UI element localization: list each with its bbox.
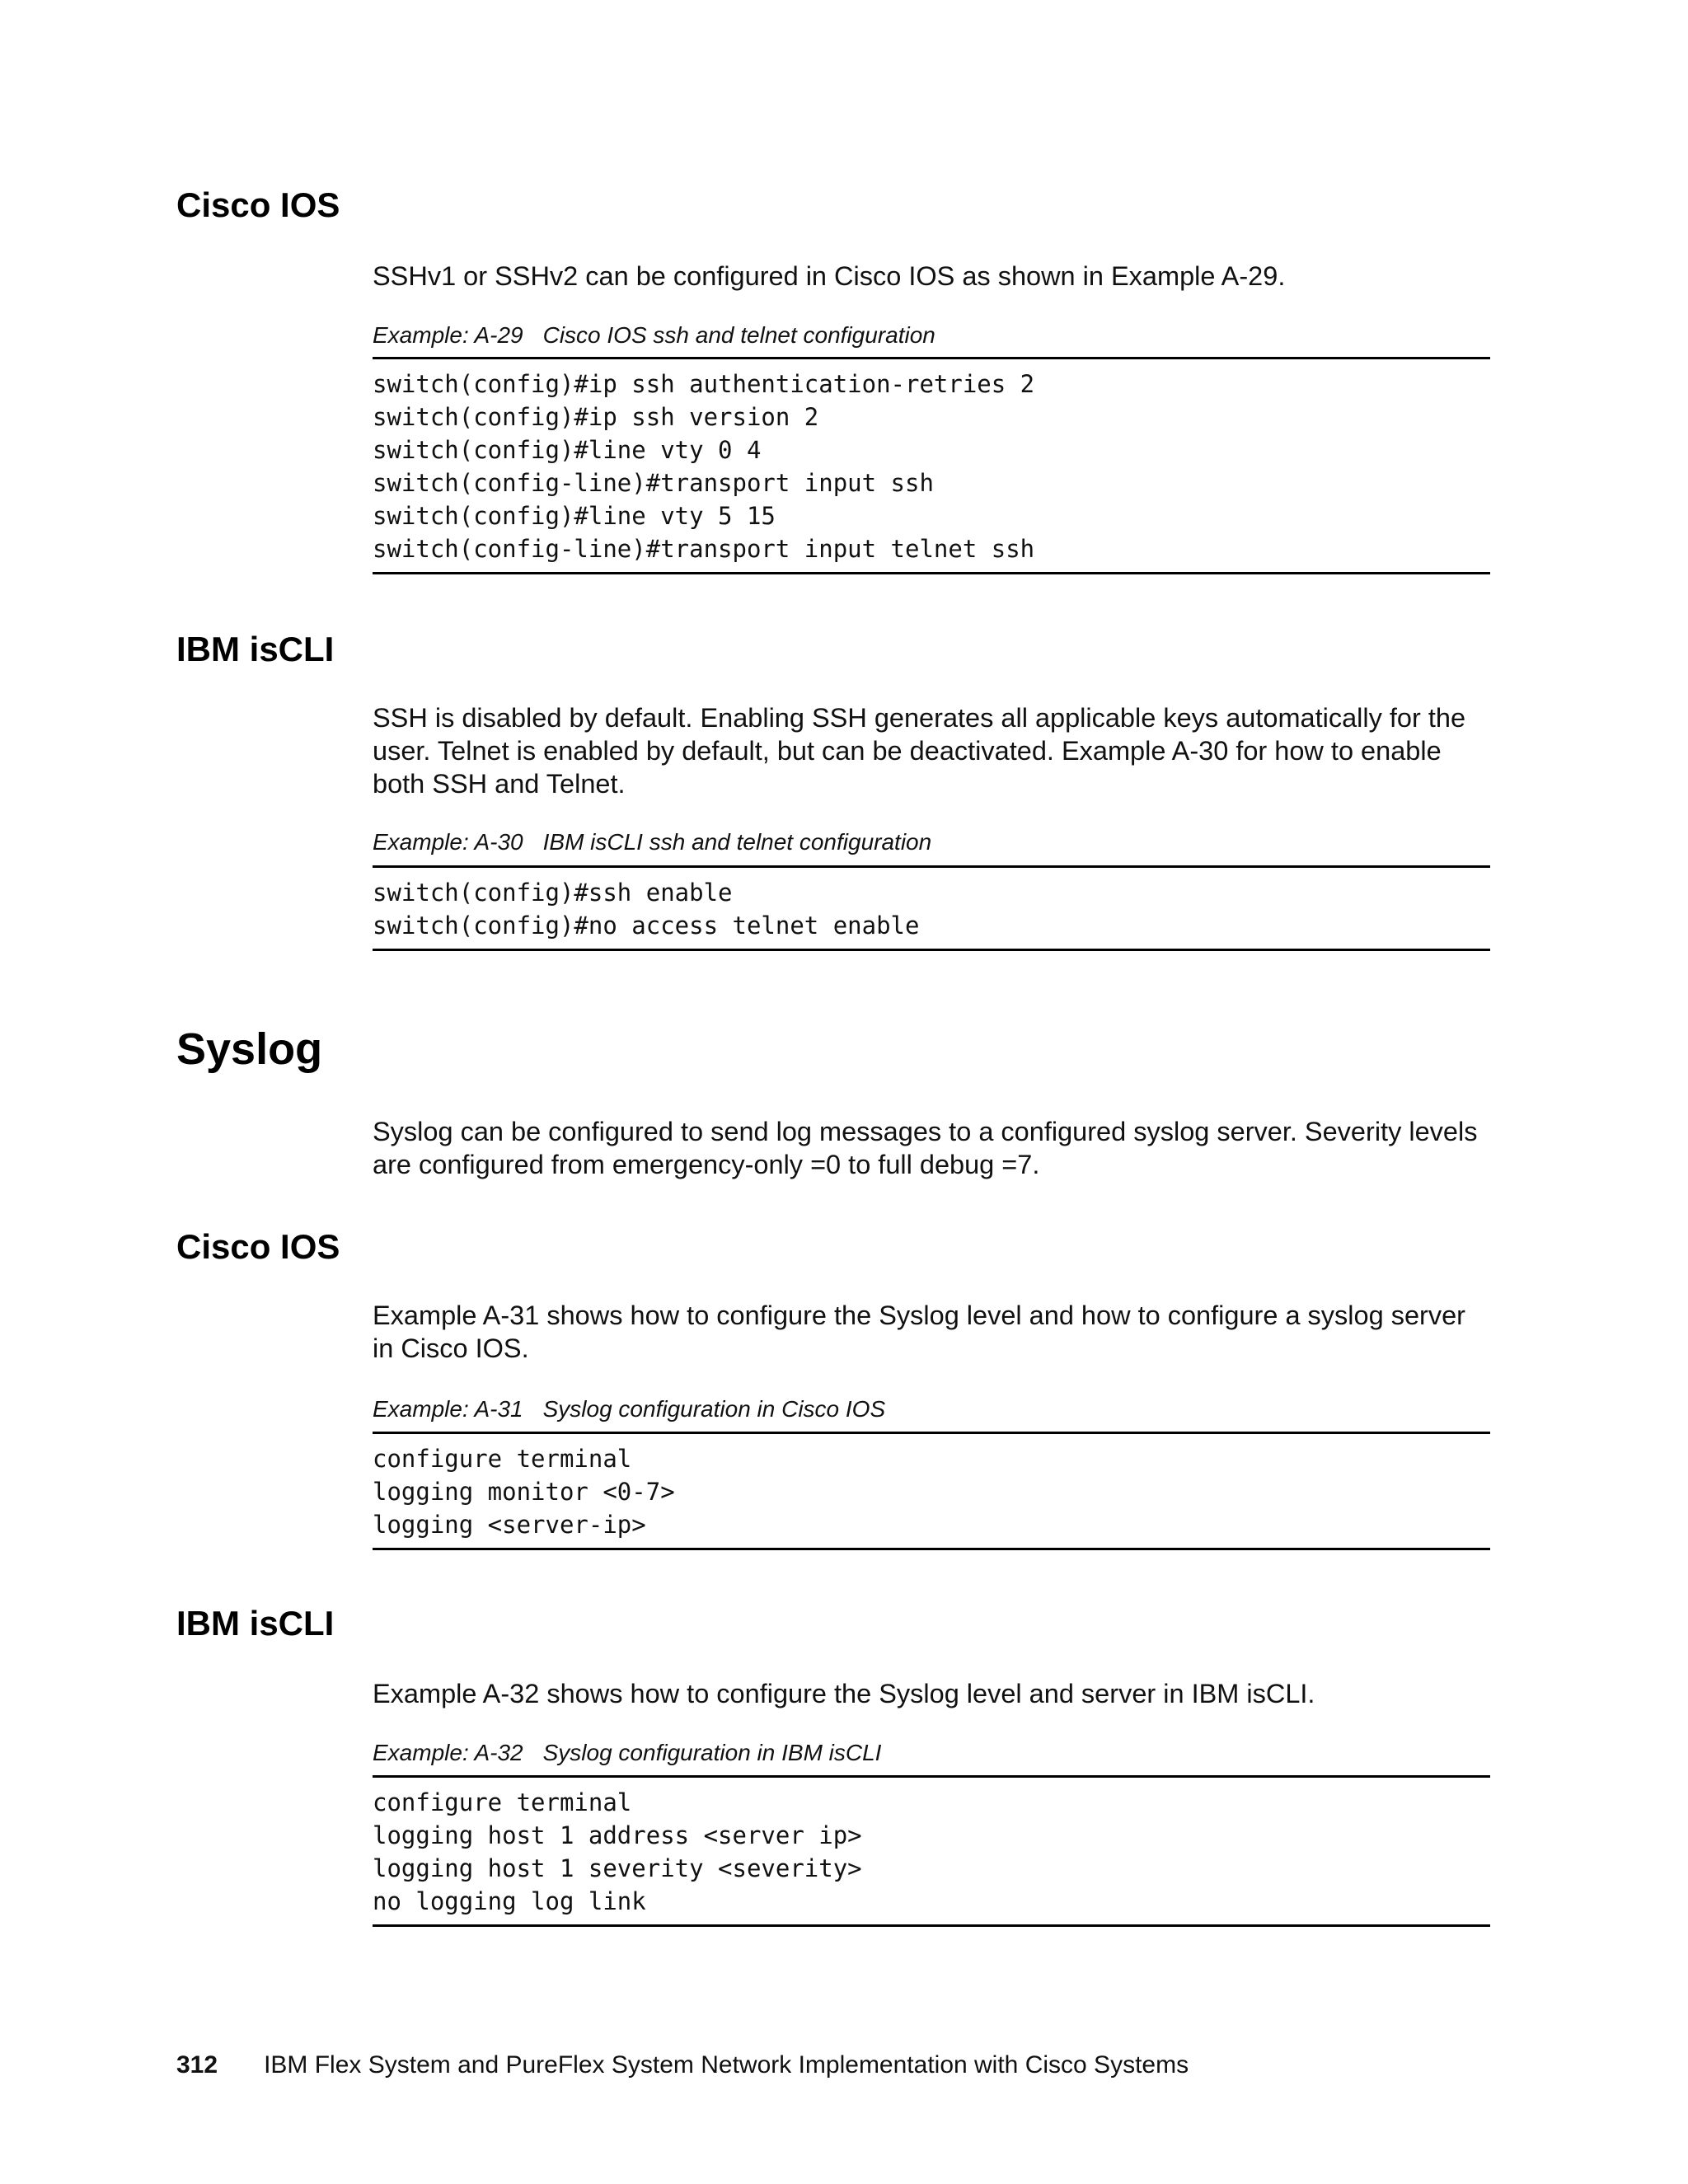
code-line: switch(config)#line vty 5 15	[373, 502, 776, 530]
section-heading-cisco-ios-syslog: Cisco IOS	[176, 1227, 340, 1266]
code-line: logging host 1 severity <severity>	[373, 1854, 862, 1882]
page-number: 312	[176, 2051, 218, 2079]
book-title: IBM Flex System and PureFlex System Network Implementation with Cisco Systems	[264, 2051, 1189, 2079]
code-line: switch(config)#ip ssh authentication-retries 2	[373, 370, 1035, 398]
caption-text: Syslog configuration in IBM isCLI	[542, 1740, 882, 1765]
caption-text: IBM isCLI ssh and telnet configuration	[542, 829, 932, 855]
section-heading-ibm-iscli-syslog: IBM isCLI	[176, 1604, 335, 1643]
code-block-a29	[373, 357, 1490, 574]
code-line: switch(config)#ip ssh version 2	[373, 403, 819, 431]
code-block-a32	[373, 1775, 1490, 1927]
paragraph-cisco-ios-syslog: Example A-31 shows how to configure the Syslog level and how to configure a syslog server in Cisco IOS.	[373, 1301, 1465, 1363]
code-line: logging host 1 address <server ip>	[373, 1821, 862, 1849]
caption-number: Example: A-32	[373, 1740, 523, 1765]
section-heading-cisco-ios-ssh: Cisco IOS	[176, 185, 340, 224]
caption-number: Example: A-29	[373, 322, 523, 348]
code-line: switch(config)#line vty 0 4	[373, 436, 762, 464]
paragraph-cisco-ios-ssh: SSHv1 or SSHv2 can be configured in Cisco IOS as shown in Example A-29.	[373, 261, 1286, 291]
caption-text: Cisco IOS ssh and telnet configuration	[542, 322, 935, 348]
code-line: configure terminal	[373, 1788, 632, 1816]
code-line: switch(config-line)#transport input telnet ssh	[373, 535, 1035, 563]
caption-text: Syslog configuration in Cisco IOS	[542, 1396, 886, 1422]
paragraph-syslog: Syslog can be configured to send log messages to a configured syslog server. Severity levels are configured from emergency-only =0 to full debug =7.	[373, 1117, 1478, 1179]
caption-number: Example: A-31	[373, 1396, 523, 1422]
example-caption-a29	[373, 321, 935, 349]
code-line: configure terminal	[373, 1445, 632, 1473]
code-line: no logging log link	[373, 1887, 646, 1915]
section-heading-ibm-iscli-ssh: IBM isCLI	[176, 630, 335, 668]
example-caption-a32	[373, 1739, 881, 1767]
code-line: logging monitor <0-7>	[373, 1478, 675, 1506]
caption-number: Example: A-30	[373, 829, 523, 855]
page-footer	[176, 2049, 1189, 2082]
code-line: switch(config)#ssh enable	[373, 879, 733, 907]
code-block-a30	[373, 865, 1490, 951]
paragraph-ibm-iscli-ssh: SSH is disabled by default. Enabling SSH generates all applicable keys automatically for the user. Telnet is enabled by default, but can be deactivated. Example A-30 for how to enable both SSH and Telnet.	[373, 703, 1466, 799]
paragraph-ibm-iscli-syslog: Example A-32 shows how to configure the Syslog level and server in IBM isCLI.	[373, 1679, 1315, 1708]
code-line: switch(config-line)#transport input ssh	[373, 469, 934, 497]
example-caption-a30	[373, 828, 931, 856]
code-line: switch(config)#no access telnet enable	[373, 912, 920, 940]
code-line: logging <server-ip>	[373, 1511, 646, 1539]
code-block-a31	[373, 1432, 1490, 1550]
example-caption-a31	[373, 1395, 885, 1423]
chapter-heading-syslog: Syslog	[176, 1024, 323, 1074]
